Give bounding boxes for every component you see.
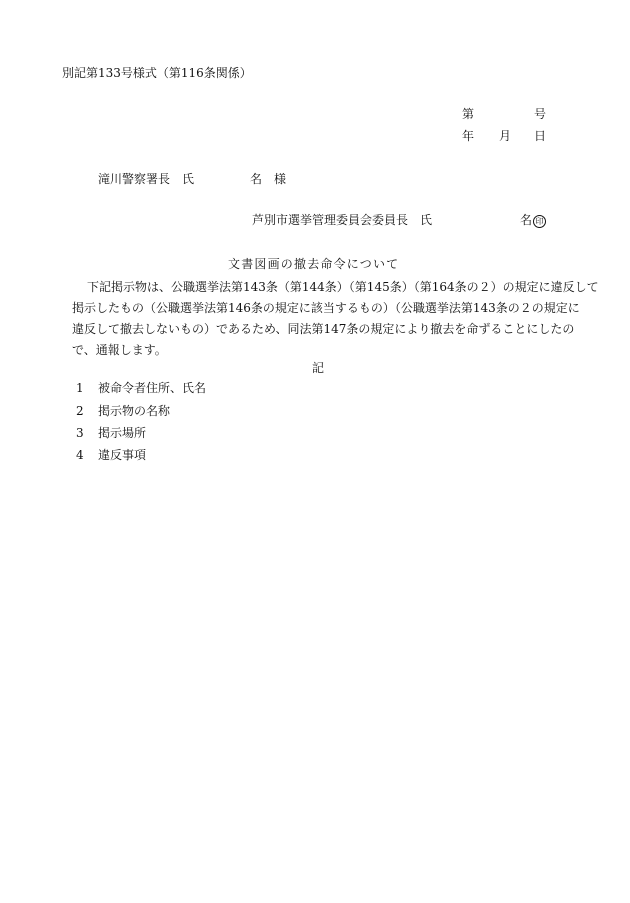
seal-icon: 印 [533,215,546,228]
addressee [98,172,287,186]
list-item-label: 掲示物の名称 [98,404,171,418]
list-item-label: 被命令者住所、氏名 [98,381,207,395]
date-day-label: 日 [534,129,547,143]
sender-name-seal [520,214,546,228]
date-year-label: 年 [462,129,475,143]
sender-title: 芦別市選挙管理委員会委員長 氏 [252,213,433,227]
ki-heading: 記 [312,361,325,375]
list-item-number: 3 [76,426,84,440]
list-item-number: 1 [76,381,84,395]
body-line: で、通報します。 [72,343,167,357]
list-item-label: 掲示場所 [98,426,147,440]
list-item [76,382,206,394]
form-label: 別記第133号様式（第116条関係） [62,66,252,80]
number-prefix: 第 [462,107,475,121]
body-line: 違反して撤去しないもの）であるため、同法第147条の規定により撤去を命ずることにしたの [72,322,575,336]
list-item [76,427,146,439]
list-item-label: 違反事項 [98,448,147,462]
document-title: 文書図画の撤去命令について [228,257,400,271]
sender [252,213,544,227]
list-item-number: 4 [76,448,84,462]
date-month-label: 月 [499,129,512,143]
list-item-number: 2 [76,404,84,418]
body-text [72,277,599,361]
list-item [76,449,146,461]
sender-name-suffix: 名 [520,213,533,227]
addressee-honorific: 名 様 [250,172,287,186]
addressee-name: 滝川警察署長 氏 [98,172,195,186]
body-line: 下記掲示物は、公職選挙法第143条（第144条）（第145条）（第164条の２）の規定に違反して [87,280,599,294]
list-item [76,405,170,417]
body-line: 掲示したもの（公職選挙法第146条の規定に該当するもの）（公職選挙法第143条の２の規定に [72,301,580,315]
number-suffix: 号 [534,107,547,121]
